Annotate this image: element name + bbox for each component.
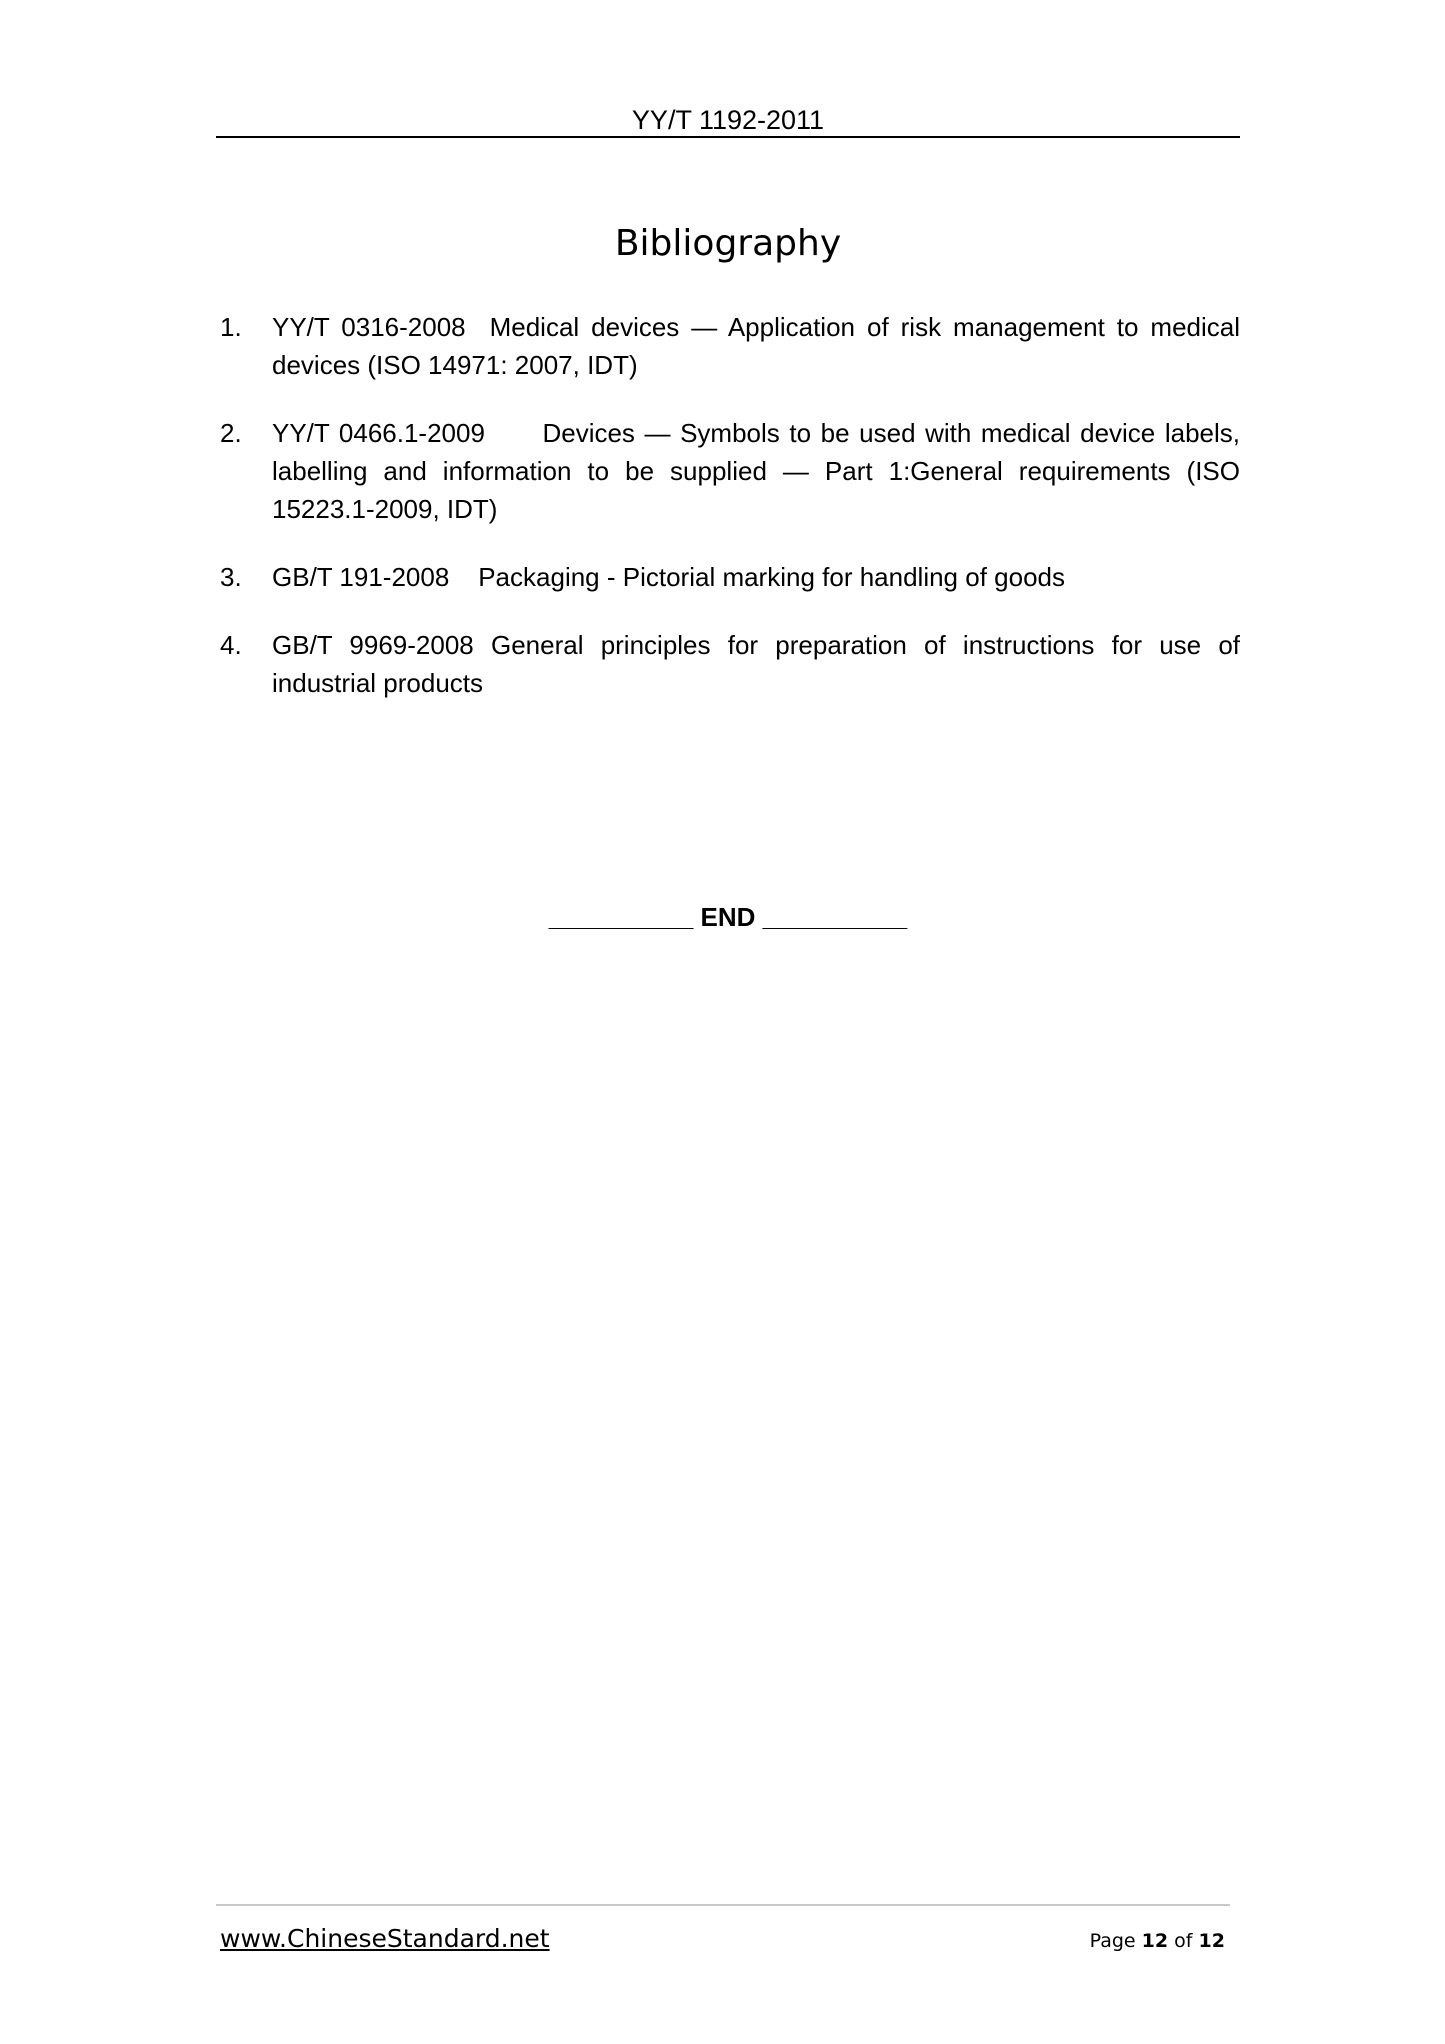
reference-number: 1. (220, 312, 242, 342)
reference-text: Packaging - Pictorial marking for handling of goods (478, 562, 1065, 592)
list-item (220, 558, 1240, 596)
reference-code: YY/T 0316-2008 (272, 312, 466, 342)
end-marker: __________ END __________ (548, 902, 908, 932)
page-of: of (1174, 1930, 1193, 1952)
reference-gap (474, 630, 491, 660)
reference-number: 3. (220, 562, 242, 592)
bibliography-list (220, 308, 1240, 732)
footer-page-number (1090, 1926, 1225, 1956)
footer-website-link[interactable]: www.ChineseStandard.net (220, 1924, 550, 1953)
page-word: Page (1089, 1930, 1136, 1952)
reference-gap (466, 312, 490, 342)
page-title: Bibliography (614, 223, 842, 264)
page-current: 12 (1141, 1930, 1169, 1952)
reference-number: 2. (220, 418, 242, 448)
page-total: 12 (1198, 1930, 1225, 1952)
reference-gap (485, 418, 543, 448)
reference-text: Medical devices — Application of risk management to medical devices (ISO 14971: 2007, IDT) (272, 312, 1241, 380)
list-item (220, 308, 1240, 384)
header-doc-code: YY/T 1192-2011 (631, 105, 825, 135)
list-item (220, 626, 1240, 702)
reference-gap (449, 562, 478, 592)
reference-code: YY/T 0466.1-2009 (272, 418, 485, 448)
header-divider (216, 136, 1240, 138)
reference-text: Devices — Symbols to be used with medical device labels, labelling and information to be supplied — Part 1:General requirements (ISO 15223.1-2009, IDT) (272, 418, 1241, 524)
reference-text: General principles for preparation of instructions for use of industrial products (272, 630, 1241, 698)
footer-divider (216, 1904, 1230, 1906)
reference-number: 4. (220, 630, 242, 660)
reference-code: GB/T 191-2008 (272, 562, 450, 592)
reference-code: GB/T 9969-2008 (272, 630, 474, 660)
list-item (220, 414, 1240, 528)
